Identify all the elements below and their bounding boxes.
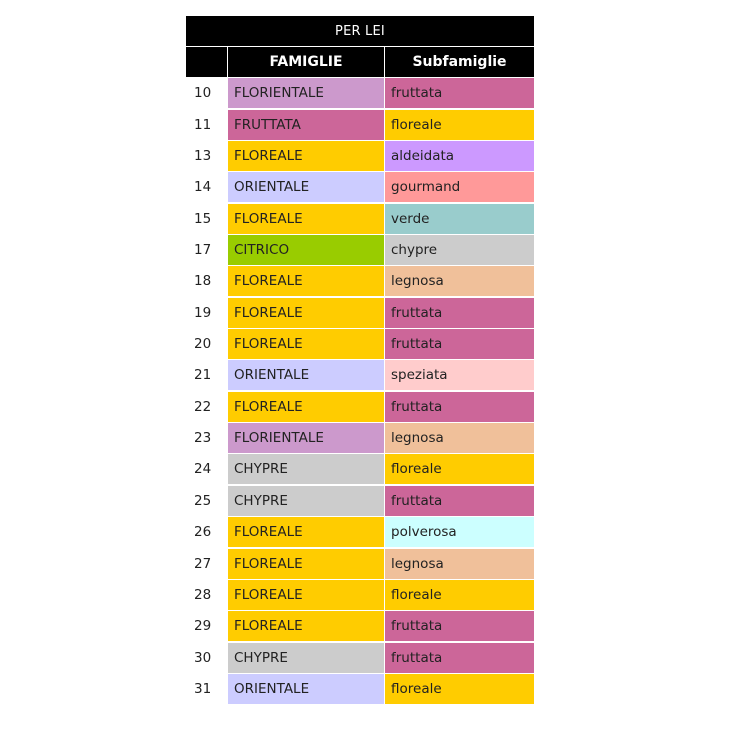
subfamily-cell: floreale bbox=[385, 110, 534, 140]
subfamily-cell: floreale bbox=[385, 580, 534, 610]
row-number: 18 bbox=[186, 266, 227, 296]
table-title: PER LEI bbox=[186, 16, 534, 46]
table-row bbox=[186, 204, 534, 234]
row-number: 28 bbox=[186, 580, 227, 610]
header-family: FAMIGLIE bbox=[227, 47, 384, 77]
subfamily-cell: verde bbox=[385, 204, 534, 234]
row-number: 20 bbox=[186, 329, 227, 359]
row-number: 11 bbox=[186, 110, 227, 140]
family-cell: FLOREALE bbox=[228, 611, 384, 641]
subfamily-cell: chypre bbox=[385, 235, 534, 265]
family-cell: CITRICO bbox=[228, 235, 384, 265]
table-row bbox=[186, 674, 534, 704]
row-number: 19 bbox=[186, 298, 227, 328]
header-num bbox=[186, 47, 227, 77]
table-row bbox=[186, 141, 534, 171]
table-row bbox=[186, 643, 534, 673]
table-row bbox=[186, 360, 534, 390]
table-row bbox=[186, 329, 534, 359]
subfamily-cell: speziata bbox=[385, 360, 534, 390]
row-number: 29 bbox=[186, 611, 227, 641]
subfamily-cell: aldeidata bbox=[385, 141, 534, 171]
subfamily-cell: legnosa bbox=[385, 423, 534, 453]
family-cell: ORIENTALE bbox=[228, 172, 384, 202]
row-number: 22 bbox=[186, 392, 227, 422]
subfamily-cell: fruttata bbox=[385, 329, 534, 359]
subfamily-cell: fruttata bbox=[385, 486, 534, 516]
family-cell: FLOREALE bbox=[228, 204, 384, 234]
row-number: 31 bbox=[186, 674, 227, 704]
subfamily-cell: legnosa bbox=[385, 266, 534, 296]
family-cell: CHYPRE bbox=[228, 454, 384, 484]
row-number: 21 bbox=[186, 360, 227, 390]
row-number: 25 bbox=[186, 486, 227, 516]
family-cell: CHYPRE bbox=[228, 486, 384, 516]
family-cell: FLOREALE bbox=[228, 141, 384, 171]
table-row bbox=[186, 110, 534, 140]
table-row bbox=[186, 78, 534, 108]
table-row bbox=[186, 549, 534, 579]
table-row bbox=[186, 611, 534, 641]
subfamily-cell: floreale bbox=[385, 454, 534, 484]
table-row bbox=[186, 266, 534, 296]
family-cell: FLOREALE bbox=[228, 298, 384, 328]
table-body bbox=[186, 78, 534, 704]
subfamily-cell: fruttata bbox=[385, 643, 534, 673]
family-cell: FRUTTATA bbox=[228, 110, 384, 140]
table-row bbox=[186, 298, 534, 328]
subfamily-cell: fruttata bbox=[385, 392, 534, 422]
header-subfamily: Subfamiglie bbox=[384, 47, 534, 77]
header-row bbox=[186, 47, 534, 77]
table-row bbox=[186, 517, 534, 547]
subfamily-cell: fruttata bbox=[385, 611, 534, 641]
family-cell: FLOREALE bbox=[228, 266, 384, 296]
subfamily-cell: floreale bbox=[385, 674, 534, 704]
table-row bbox=[186, 580, 534, 610]
row-number: 24 bbox=[186, 454, 227, 484]
row-number: 10 bbox=[186, 78, 227, 108]
row-number: 13 bbox=[186, 141, 227, 171]
subfamily-cell: gourmand bbox=[385, 172, 534, 202]
family-cell: FLOREALE bbox=[228, 580, 384, 610]
row-number: 26 bbox=[186, 517, 227, 547]
row-number: 14 bbox=[186, 172, 227, 202]
family-cell: CHYPRE bbox=[228, 643, 384, 673]
family-cell: FLOREALE bbox=[228, 392, 384, 422]
table-row bbox=[186, 423, 534, 453]
family-cell: FLOREALE bbox=[228, 549, 384, 579]
family-cell: FLOREALE bbox=[228, 329, 384, 359]
row-number: 17 bbox=[186, 235, 227, 265]
row-number: 23 bbox=[186, 423, 227, 453]
table-row bbox=[186, 235, 534, 265]
table-row bbox=[186, 392, 534, 422]
table-row bbox=[186, 486, 534, 516]
family-cell: ORIENTALE bbox=[228, 360, 384, 390]
family-cell: FLOREALE bbox=[228, 517, 384, 547]
subfamily-cell: fruttata bbox=[385, 78, 534, 108]
row-number: 15 bbox=[186, 204, 227, 234]
table-row bbox=[186, 172, 534, 202]
fragrance-table bbox=[186, 16, 534, 704]
family-cell: ORIENTALE bbox=[228, 674, 384, 704]
row-number: 30 bbox=[186, 643, 227, 673]
subfamily-cell: legnosa bbox=[385, 549, 534, 579]
row-number: 27 bbox=[186, 549, 227, 579]
family-cell: FLORIENTALE bbox=[228, 78, 384, 108]
family-cell: FLORIENTALE bbox=[228, 423, 384, 453]
subfamily-cell: polverosa bbox=[385, 517, 534, 547]
subfamily-cell: fruttata bbox=[385, 298, 534, 328]
table-row bbox=[186, 454, 534, 484]
